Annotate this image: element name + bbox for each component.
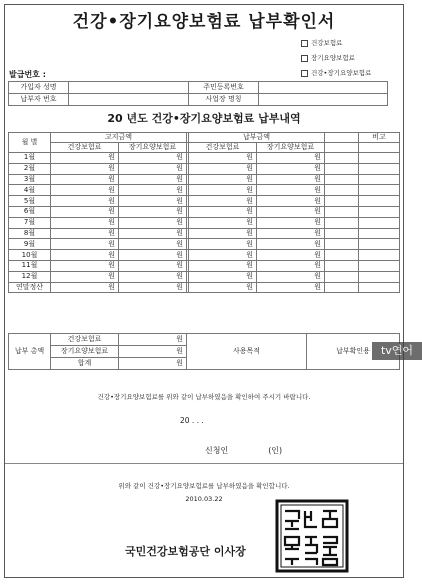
- notice-ltc-value: 원: [119, 206, 187, 217]
- table-row: [9, 260, 400, 271]
- paid-health-value: 원: [189, 185, 257, 196]
- checkbox-box[interactable]: [301, 70, 308, 77]
- month-label: 10월: [9, 250, 51, 261]
- notice-health-value: 원: [51, 282, 119, 293]
- paid-ltc-value: 원: [257, 174, 325, 185]
- paid-ltc-value: 원: [257, 250, 325, 261]
- paid-amount-header: 납부금액: [189, 133, 325, 143]
- remarks-value: [359, 282, 400, 293]
- checkbox-health[interactable]: [301, 36, 371, 51]
- month-label: 연말정산: [9, 282, 51, 293]
- paid-health-value: 원: [189, 217, 257, 228]
- checkbox-label: 건강•장기요양보험료: [311, 69, 372, 77]
- applicant-label: 신청인: [205, 446, 229, 455]
- notice-ltc-value: 원: [119, 174, 187, 185]
- business-name-label: 사업장 명칭: [189, 94, 259, 106]
- checkbox-label: 장기요양보험료: [311, 54, 355, 62]
- table-row: [9, 239, 400, 250]
- paid-ltc-value: 원: [257, 260, 325, 271]
- table-row: [9, 282, 400, 293]
- issue-number-label: 발급번호 :: [9, 70, 46, 79]
- payment-history-title: 20 년도 건강•장기요양보험료 납부내역: [107, 112, 301, 125]
- section-divider: [5, 463, 403, 464]
- paid-ltc-value: 원: [257, 153, 325, 164]
- remarks-value: [359, 217, 400, 228]
- paid-ltc-value: 원: [257, 228, 325, 239]
- total-sum-value: 원: [119, 358, 187, 370]
- remarks-value: [359, 153, 400, 164]
- paid-health-value: 원: [189, 282, 257, 293]
- usage-purpose-label: 사용목적: [187, 334, 307, 370]
- column-spacer: [325, 174, 359, 185]
- paid-ltc-value: 원: [257, 163, 325, 174]
- remarks-value: [359, 174, 400, 185]
- notice-ltc-value: 원: [119, 153, 187, 164]
- checkbox-label: 건강보험료: [311, 39, 343, 47]
- remarks-value: [359, 196, 400, 207]
- paid-health-value: 원: [189, 239, 257, 250]
- table-row: [9, 250, 400, 261]
- table-row: [9, 217, 400, 228]
- watermark-label: tv연어: [372, 342, 422, 360]
- month-label: 8월: [9, 228, 51, 239]
- column-spacer: [325, 260, 359, 271]
- paid-health-value: 원: [189, 153, 257, 164]
- notice-ltc-value: 원: [119, 217, 187, 228]
- paid-ltc-header: 장기요양보험료: [257, 143, 325, 153]
- remarks-subheader: [359, 143, 400, 153]
- paid-ltc-value: 원: [257, 239, 325, 250]
- notice-ltc-value: 원: [119, 271, 187, 282]
- month-label: 5월: [9, 196, 51, 207]
- column-spacer: [325, 153, 359, 164]
- issue-date: 2010.03.22: [185, 495, 223, 503]
- paid-ltc-value: 원: [257, 217, 325, 228]
- column-spacer: [325, 250, 359, 261]
- remarks-value: [359, 228, 400, 239]
- resident-number-field[interactable]: [259, 82, 388, 94]
- paid-health-value: 원: [189, 206, 257, 217]
- table-row: [9, 153, 400, 164]
- column-spacer: [325, 239, 359, 250]
- remarks-value: [359, 250, 400, 261]
- issuer-name: 국민건강보험공단 이사장: [125, 545, 246, 558]
- month-label: 12월: [9, 271, 51, 282]
- remarks-value: [359, 185, 400, 196]
- column-spacer: [325, 133, 359, 143]
- column-spacer: [325, 228, 359, 239]
- month-label: 9월: [9, 239, 51, 250]
- applicant-line: [205, 445, 282, 456]
- notice-ltc-value: 원: [119, 250, 187, 261]
- notice-ltc-value: 원: [119, 260, 187, 271]
- column-spacer: [325, 271, 359, 282]
- month-header: 월 별: [9, 133, 51, 153]
- notice-health-value: 원: [51, 239, 119, 250]
- total-health-value: 원: [119, 334, 187, 346]
- certificate-page: [4, 4, 404, 578]
- table-row: [9, 174, 400, 185]
- insurance-type-checkboxes: [301, 36, 371, 81]
- notice-ltc-value: 원: [119, 282, 187, 293]
- total-ltc-label: 장기요양보험료: [51, 346, 119, 358]
- column-spacer: [325, 217, 359, 228]
- table-row: [9, 196, 400, 207]
- notice-health-value: 원: [51, 206, 119, 217]
- month-label: 4월: [9, 185, 51, 196]
- applicant-info-table: [8, 81, 388, 106]
- checkbox-both[interactable]: [301, 66, 371, 81]
- request-date: 20 . . .: [180, 416, 204, 425]
- notice-health-value: 원: [51, 153, 119, 164]
- remarks-value: [359, 239, 400, 250]
- column-spacer: [325, 206, 359, 217]
- paid-health-value: 원: [189, 174, 257, 185]
- column-spacer: [325, 163, 359, 174]
- usage-purpose-value: 납부확인용: [307, 334, 400, 370]
- total-label: 납부 총액: [9, 334, 51, 370]
- remarks-value: [359, 260, 400, 271]
- paid-ltc-value: 원: [257, 196, 325, 207]
- remarks-value: [359, 163, 400, 174]
- table-row: [9, 228, 400, 239]
- month-label: 6월: [9, 206, 51, 217]
- month-label: 3월: [9, 174, 51, 185]
- notice-health-value: 원: [51, 196, 119, 207]
- notice-amount-header: 고지금액: [51, 133, 187, 143]
- payment-total-table: [8, 333, 400, 370]
- paid-health-value: 원: [189, 260, 257, 271]
- subscriber-name-label: 가입자 성명: [9, 82, 69, 94]
- notice-health-value: 원: [51, 250, 119, 261]
- confirmation-statement: 위와 같이 건강•장기요양보험료를 납부하였음을 확인합니다.: [118, 482, 290, 490]
- month-rows: [9, 153, 400, 293]
- checkbox-box[interactable]: [301, 40, 308, 47]
- seal-mark: (인): [268, 446, 283, 455]
- column-spacer: [325, 196, 359, 207]
- paid-health-value: 원: [189, 196, 257, 207]
- paid-health-header: 건강보험료: [189, 143, 257, 153]
- paid-ltc-value: 원: [257, 282, 325, 293]
- notice-health-value: 원: [51, 260, 119, 271]
- notice-ltc-value: 원: [119, 185, 187, 196]
- total-sum-label: 합계: [51, 358, 119, 370]
- official-seal-stamp: [275, 499, 349, 573]
- checkbox-box[interactable]: [301, 55, 308, 62]
- column-spacer: [325, 282, 359, 293]
- remarks-value: [359, 206, 400, 217]
- notice-ltc-value: 원: [119, 239, 187, 250]
- subscriber-name-field[interactable]: [69, 82, 189, 94]
- notice-health-value: 원: [51, 217, 119, 228]
- month-label: 1월: [9, 153, 51, 164]
- payer-number-field[interactable]: [69, 94, 189, 106]
- paid-health-value: 원: [189, 271, 257, 282]
- checkbox-ltc[interactable]: [301, 51, 371, 66]
- table-row: [9, 185, 400, 196]
- paid-ltc-value: 원: [257, 206, 325, 217]
- paid-health-value: 원: [189, 163, 257, 174]
- total-ltc-value: 원: [119, 346, 187, 358]
- document-title: 건강•장기요양보험료 납부확인서: [72, 12, 336, 32]
- month-label: 2월: [9, 163, 51, 174]
- notice-health-value: 원: [51, 185, 119, 196]
- paid-ltc-value: 원: [257, 185, 325, 196]
- month-label: 11월: [9, 260, 51, 271]
- column-spacer: [325, 185, 359, 196]
- notice-ltc-header: 장기요양보험료: [119, 143, 187, 153]
- column-spacer: [325, 143, 359, 153]
- notice-health-header: 건강보험료: [51, 143, 119, 153]
- table-row: [9, 271, 400, 282]
- paid-health-value: 원: [189, 250, 257, 261]
- total-health-label: 건강보험료: [51, 334, 119, 346]
- notice-health-value: 원: [51, 174, 119, 185]
- request-statement: 건강•장기요양보험료를 위와 같이 납부하였음을 확인하여 주시기 바랍니다.: [97, 393, 311, 401]
- paid-health-value: 원: [189, 228, 257, 239]
- month-label: 7월: [9, 217, 51, 228]
- remarks-header: 비고: [359, 133, 400, 143]
- table-row: [9, 206, 400, 217]
- notice-ltc-value: 원: [119, 163, 187, 174]
- notice-ltc-value: 원: [119, 196, 187, 207]
- payer-number-label: 납부자 번호: [9, 94, 69, 106]
- notice-health-value: 원: [51, 163, 119, 174]
- remarks-value: [359, 271, 400, 282]
- business-name-field[interactable]: [259, 94, 388, 106]
- resident-number-label: 주민등록번호: [189, 82, 259, 94]
- notice-ltc-value: 원: [119, 228, 187, 239]
- notice-health-value: 원: [51, 228, 119, 239]
- table-row: [9, 163, 400, 174]
- payment-history-table: [8, 132, 400, 293]
- notice-health-value: 원: [51, 271, 119, 282]
- paid-ltc-value: 원: [257, 271, 325, 282]
